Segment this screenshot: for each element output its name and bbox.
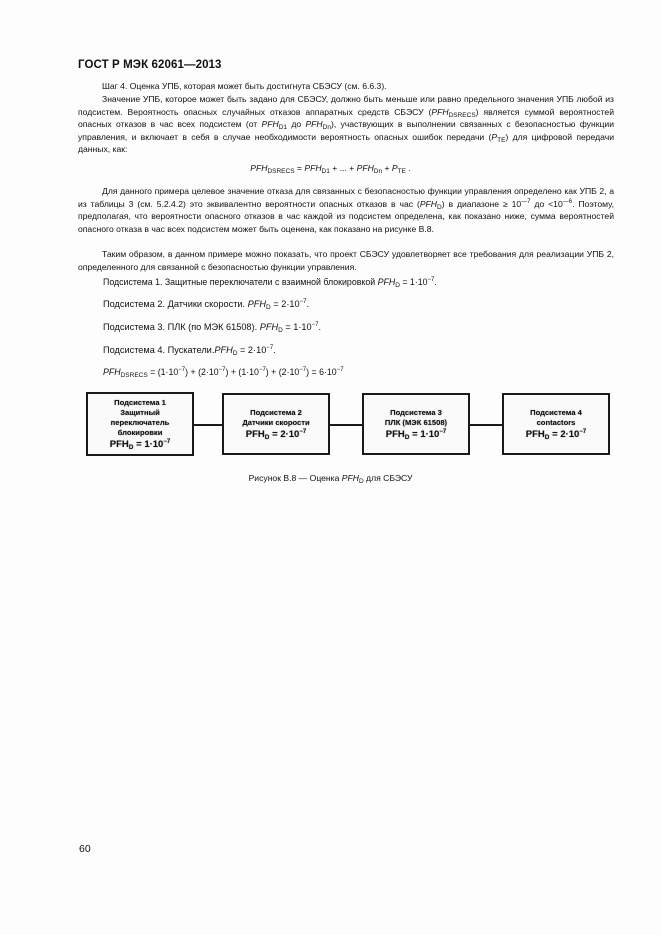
superscript: −7 — [163, 438, 171, 445]
symbol: PFH — [214, 345, 233, 355]
text: = 2·10 — [269, 428, 300, 440]
text: + — [382, 163, 392, 173]
subscript: D — [358, 478, 364, 485]
text: = 2·10 — [270, 299, 300, 309]
box-line: Защитный — [120, 407, 160, 417]
paragraph-3 — [78, 248, 614, 273]
superscript: —7 — [521, 198, 531, 205]
step4-paragraph — [78, 80, 614, 93]
figure-caption — [0, 473, 661, 483]
symbol: PFH — [431, 106, 449, 117]
subscript: Dn — [373, 168, 383, 175]
text: = 1·10 — [399, 277, 428, 287]
symbol: PFH — [356, 163, 374, 173]
text: . — [273, 345, 276, 355]
superscript: —6 — [562, 198, 573, 205]
text: . — [434, 277, 437, 287]
symbol: PFH — [377, 277, 396, 287]
box-line: Подсистема 4 — [530, 407, 582, 417]
subscript: D — [437, 203, 442, 211]
text: ) является суммой вероятностей опасных отказов в час всех подсистем (от — [78, 106, 615, 130]
superscript: −7 — [258, 367, 266, 373]
text: = 1·10 — [282, 322, 312, 332]
text: + ... + — [329, 163, 357, 173]
text: ) для цифровой передачи данных, как: — [78, 131, 615, 155]
text: . Поэтому, предполагая, что вероятности опасного отказов в час каждой из подсистем определена, как показано ниже, сумма вероятностей опасного отказа в час всех подсистем может быть оценена, как показано на рисунке B.8. — [78, 198, 614, 234]
subscript: D — [266, 304, 271, 311]
box-pfh-value — [246, 429, 306, 441]
text: Подсистема 3. ПЛК (по МЭК 61508). — [103, 322, 260, 332]
text: = 2·10 — [237, 345, 267, 355]
text: . — [318, 322, 322, 332]
symbol: P — [391, 163, 398, 173]
subscript: D — [544, 433, 550, 441]
connector-line — [194, 424, 222, 426]
symbol: P — [491, 131, 498, 142]
subsystem-2-line — [103, 299, 309, 309]
diagram-box-subsystem-3 — [362, 393, 470, 455]
superscript: −7 — [439, 428, 447, 435]
subscript: Dn — [322, 124, 331, 132]
box-pfh-value — [110, 439, 170, 451]
text: Подсистема 4. Пускатели. — [103, 345, 215, 355]
text: . — [306, 299, 309, 309]
text: PFH — [525, 428, 545, 440]
total-pfh-formula — [103, 367, 344, 377]
box-pfh-value — [386, 429, 446, 441]
box-line: Датчики скорости — [242, 417, 310, 427]
symbol: PFH — [419, 198, 437, 209]
text: до <10 — [530, 198, 563, 209]
subscript: DSRECS — [267, 168, 295, 175]
text: ) + (2·10 — [185, 367, 219, 377]
connector-line — [470, 424, 504, 426]
text: . — [405, 163, 411, 173]
subsystem-4-line — [103, 345, 276, 355]
text: Подсистема 1. Защитные переключатели с взаимной блокировкой — [103, 277, 378, 287]
text: = (1·10 — [147, 367, 179, 377]
subscript: D — [278, 327, 283, 334]
text: ), участвующих в выполнении связанных с безопасностью функции управления, и включает в себя в случае необходимости вероятность опасных ошибок передачи ( — [78, 119, 614, 142]
subscript: D — [395, 282, 400, 289]
text: = 2·10 — [549, 428, 580, 440]
superscript: −7 — [218, 367, 226, 373]
paragraph-1 — [78, 93, 614, 156]
text: ) + (2·10 — [265, 367, 300, 377]
box-line: переключатель — [110, 417, 170, 427]
superscript: −7 — [336, 367, 344, 373]
symbol: PFH — [247, 299, 267, 309]
superscript: −7 — [427, 277, 435, 283]
text: Рисунок B.8 — Оценка — [248, 473, 342, 483]
symbol: PFH — [341, 473, 359, 483]
subscript: DSRECS — [120, 372, 148, 379]
text: = 1·10 — [409, 428, 440, 440]
superscript: −7 — [178, 367, 186, 373]
box-line: Подсистема 1 — [114, 397, 166, 407]
symbol: PFH — [103, 367, 121, 377]
superscript: −7 — [299, 367, 307, 373]
text: PFH — [385, 428, 405, 440]
paragraph-2 — [78, 185, 614, 235]
symbol: PFH — [250, 163, 268, 173]
superscript: −7 — [579, 428, 587, 435]
text: ) в диапазоне ≥ 10 — [441, 198, 522, 209]
text: ) = 6·10 — [306, 367, 337, 377]
box-line: блокировки — [117, 427, 163, 437]
text: для СБЭСУ — [363, 473, 413, 483]
document-header: ГОСТ Р МЭК 62061—2013 — [78, 59, 222, 71]
box-pfh-value — [526, 429, 586, 441]
text: = 1·10 — [133, 438, 164, 450]
text: Подсистема 2. Датчики скорости. — [103, 299, 248, 309]
superscript: −7 — [311, 322, 319, 328]
text: Значение УПБ, которое может быть задано для СБЭСУ, должно быть меньше или равно предельного значения УПБ любой из подсистем. Вероятность опасных случайных отказов аппаратных средств СБЭСУ ( — [78, 94, 614, 117]
symbol: PFH — [305, 119, 323, 130]
box-line: contactors — [536, 417, 576, 427]
symbol: PFH — [304, 163, 322, 173]
subscript: DSRECS — [448, 111, 476, 119]
subscript: D1 — [321, 168, 330, 175]
text: = — [294, 163, 305, 173]
text: ) + (1·10 — [225, 367, 259, 377]
diagram-box-subsystem-4 — [502, 393, 610, 455]
subsystem-3-line — [103, 322, 321, 332]
superscript: −7 — [266, 345, 274, 351]
subscript: TE — [497, 136, 506, 144]
diagram-box-subsystem-1 — [86, 392, 194, 456]
subscript: D — [128, 443, 134, 451]
text: PFH — [109, 438, 129, 450]
text: до — [287, 119, 306, 130]
box-line: Подсистема 3 — [390, 407, 442, 417]
text: Таким образом, в данном примере можно показать, что проект СБЭСУ удовлетворяет все требования для реализации УПБ 2, определенного для связанной с безопасностью функции управления. — [78, 249, 614, 272]
subscript: D1 — [278, 124, 288, 132]
pfh-sum-formula — [0, 163, 661, 173]
diagram-box-subsystem-2 — [222, 393, 330, 455]
step4-text: Шаг 4. Оценка УПБ, которая может быть достигнута СБЭСУ (см. 6.6.3). — [102, 81, 387, 91]
text: Для данного примера целевое значение отказа для связанных с безопасностью функции управления определено как УПБ 2, а из таблицы 3 (см. 5.2.4.2) это эквивалентно вероятности опасных отказов в час ( — [78, 186, 614, 209]
symbol: PFH — [261, 119, 279, 130]
symbol: PFH — [259, 322, 279, 332]
box-line: ПЛК (МЭК 61508) — [384, 417, 448, 427]
superscript: −7 — [299, 428, 307, 435]
subscript: TE — [397, 168, 406, 175]
box-line: Подсистема 2 — [250, 407, 302, 417]
subscript: D — [232, 350, 238, 357]
page-number: 60 — [79, 843, 91, 855]
subscript: D — [264, 433, 270, 441]
connector-line — [330, 424, 364, 426]
subscript: D — [404, 433, 410, 441]
subsystem-1-line — [103, 277, 437, 287]
text: PFH — [245, 428, 265, 440]
superscript: −7 — [299, 299, 307, 305]
